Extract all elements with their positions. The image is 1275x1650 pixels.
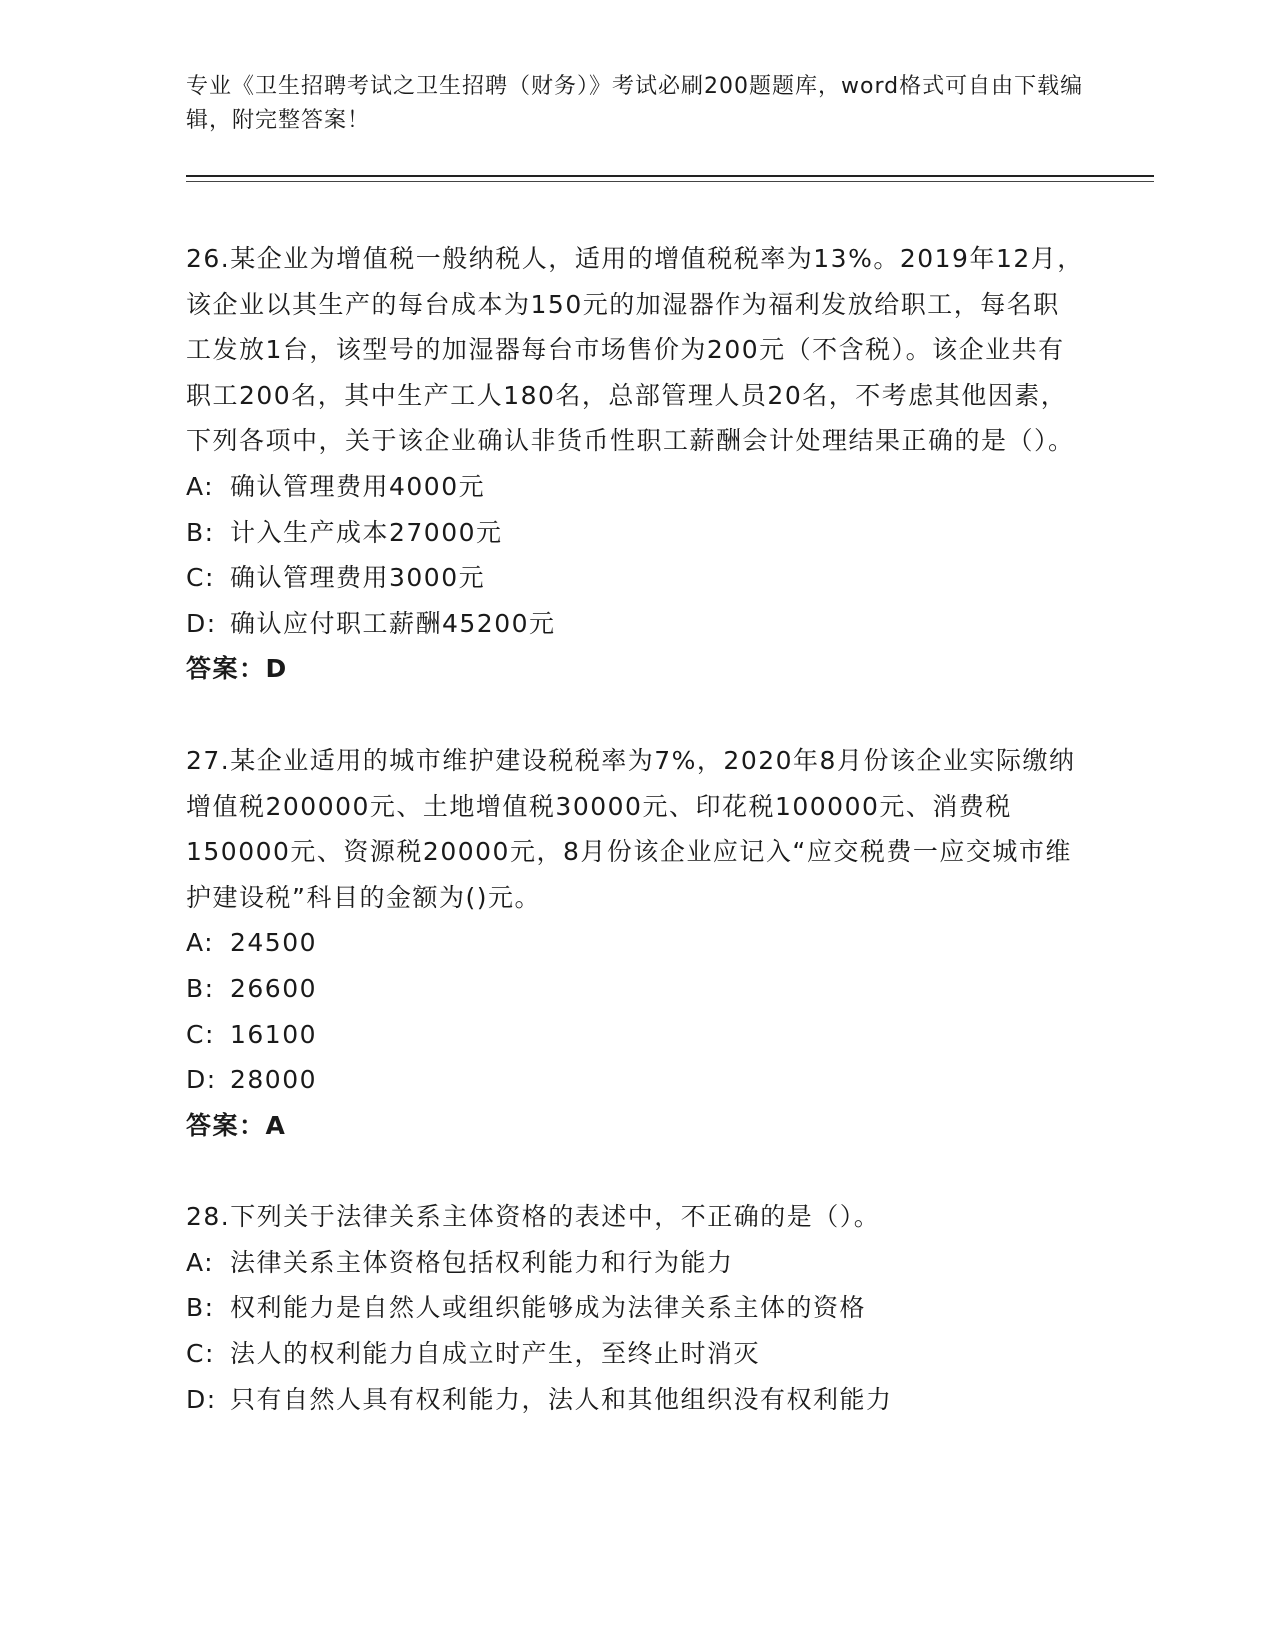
option-letter: C:: [186, 1019, 215, 1049]
option-letter: C:: [186, 563, 215, 593]
option-text: 确认管理费用4000元: [230, 471, 486, 501]
option-letter: B:: [186, 517, 215, 547]
option-text: 只有自然人具有权利能力，法人和其他组织没有权利能力: [230, 1384, 893, 1414]
option-text: 法人的权利能力自成立时产生，至终止时消灭: [230, 1339, 761, 1369]
option-text: 法律关系主体资格包括权利能力和行为能力: [230, 1247, 734, 1277]
option-text: 24500: [230, 928, 318, 958]
question-list: [186, 236, 1086, 1468]
option-letter: B:: [186, 973, 215, 1003]
option-letter: A:: [186, 928, 215, 958]
option-b: [186, 510, 1086, 556]
option-b: [186, 966, 1086, 1012]
option-letter: C:: [186, 1339, 215, 1369]
option-a: [186, 464, 1086, 510]
option-text: 26600: [230, 973, 318, 1003]
option-letter: D:: [186, 608, 217, 638]
option-text: 确认应付职工薪酬45200元: [230, 608, 556, 638]
answer-label: 答案：D: [186, 654, 288, 684]
option-letter: A:: [186, 471, 215, 501]
option-d: [186, 601, 1086, 647]
question-26: [186, 236, 1086, 692]
option-text: 确认管理费用3000元: [230, 563, 486, 593]
question-27: [186, 738, 1086, 1148]
option-c: [186, 1012, 1086, 1058]
option-text: 28000: [230, 1065, 318, 1095]
question-stem: 27.某企业适用的城市维护建设税税率为7%，2020年8月份该企业实际缴纳增值税200000元、土地增值税30000元、印花税100000元、消费税150000元、资源税20000元，8月份该企业应记入“应交税费一应交城市维护建设税”科目的金额为()元。: [186, 745, 1076, 912]
header-divider-thick: [186, 175, 1154, 177]
answer-label: 答案：A: [186, 1110, 287, 1140]
option-letter: A:: [186, 1247, 215, 1277]
option-letter: D:: [186, 1065, 217, 1095]
option-c: [186, 1331, 1086, 1377]
question-stem: 28.下列关于法律关系主体资格的表述中，不正确的是（）。: [186, 1202, 881, 1232]
option-a: [186, 1240, 1086, 1286]
header-divider-thin: [186, 181, 1154, 182]
option-letter: B:: [186, 1293, 215, 1323]
option-a: [186, 920, 1086, 966]
question-28: [186, 1194, 1086, 1422]
option-d: [186, 1377, 1086, 1423]
document-header: 专业《卫生招聘考试之卫生招聘（财务）》考试必刷200题题库，word格式可自由下载编辑，附完整答案！: [186, 74, 1084, 133]
option-text: 计入生产成本27000元: [230, 517, 503, 547]
option-c: [186, 555, 1086, 601]
option-text: 16100: [230, 1019, 318, 1049]
option-letter: D:: [186, 1384, 217, 1414]
question-stem: 26.某企业为增值税一般纳税人，适用的增值税税率为13%。2019年12月，该企业以其生产的每台成本为150元的加湿器作为福利发放给职工，每名职工发放1台，该型号的加湿器每台市场售价为200元（不含税）。该企业共有职工200名，其中生产工人180名，总部管理人员20名，不考虑其他因素，下列各项中，关于该企业确认非货币性职工薪酬会计处理结果正确的是（）。: [186, 244, 1084, 456]
option-d: [186, 1057, 1086, 1103]
option-b: [186, 1285, 1086, 1331]
option-text: 权利能力是自然人或组织能够成为法律关系主体的资格: [230, 1293, 867, 1323]
